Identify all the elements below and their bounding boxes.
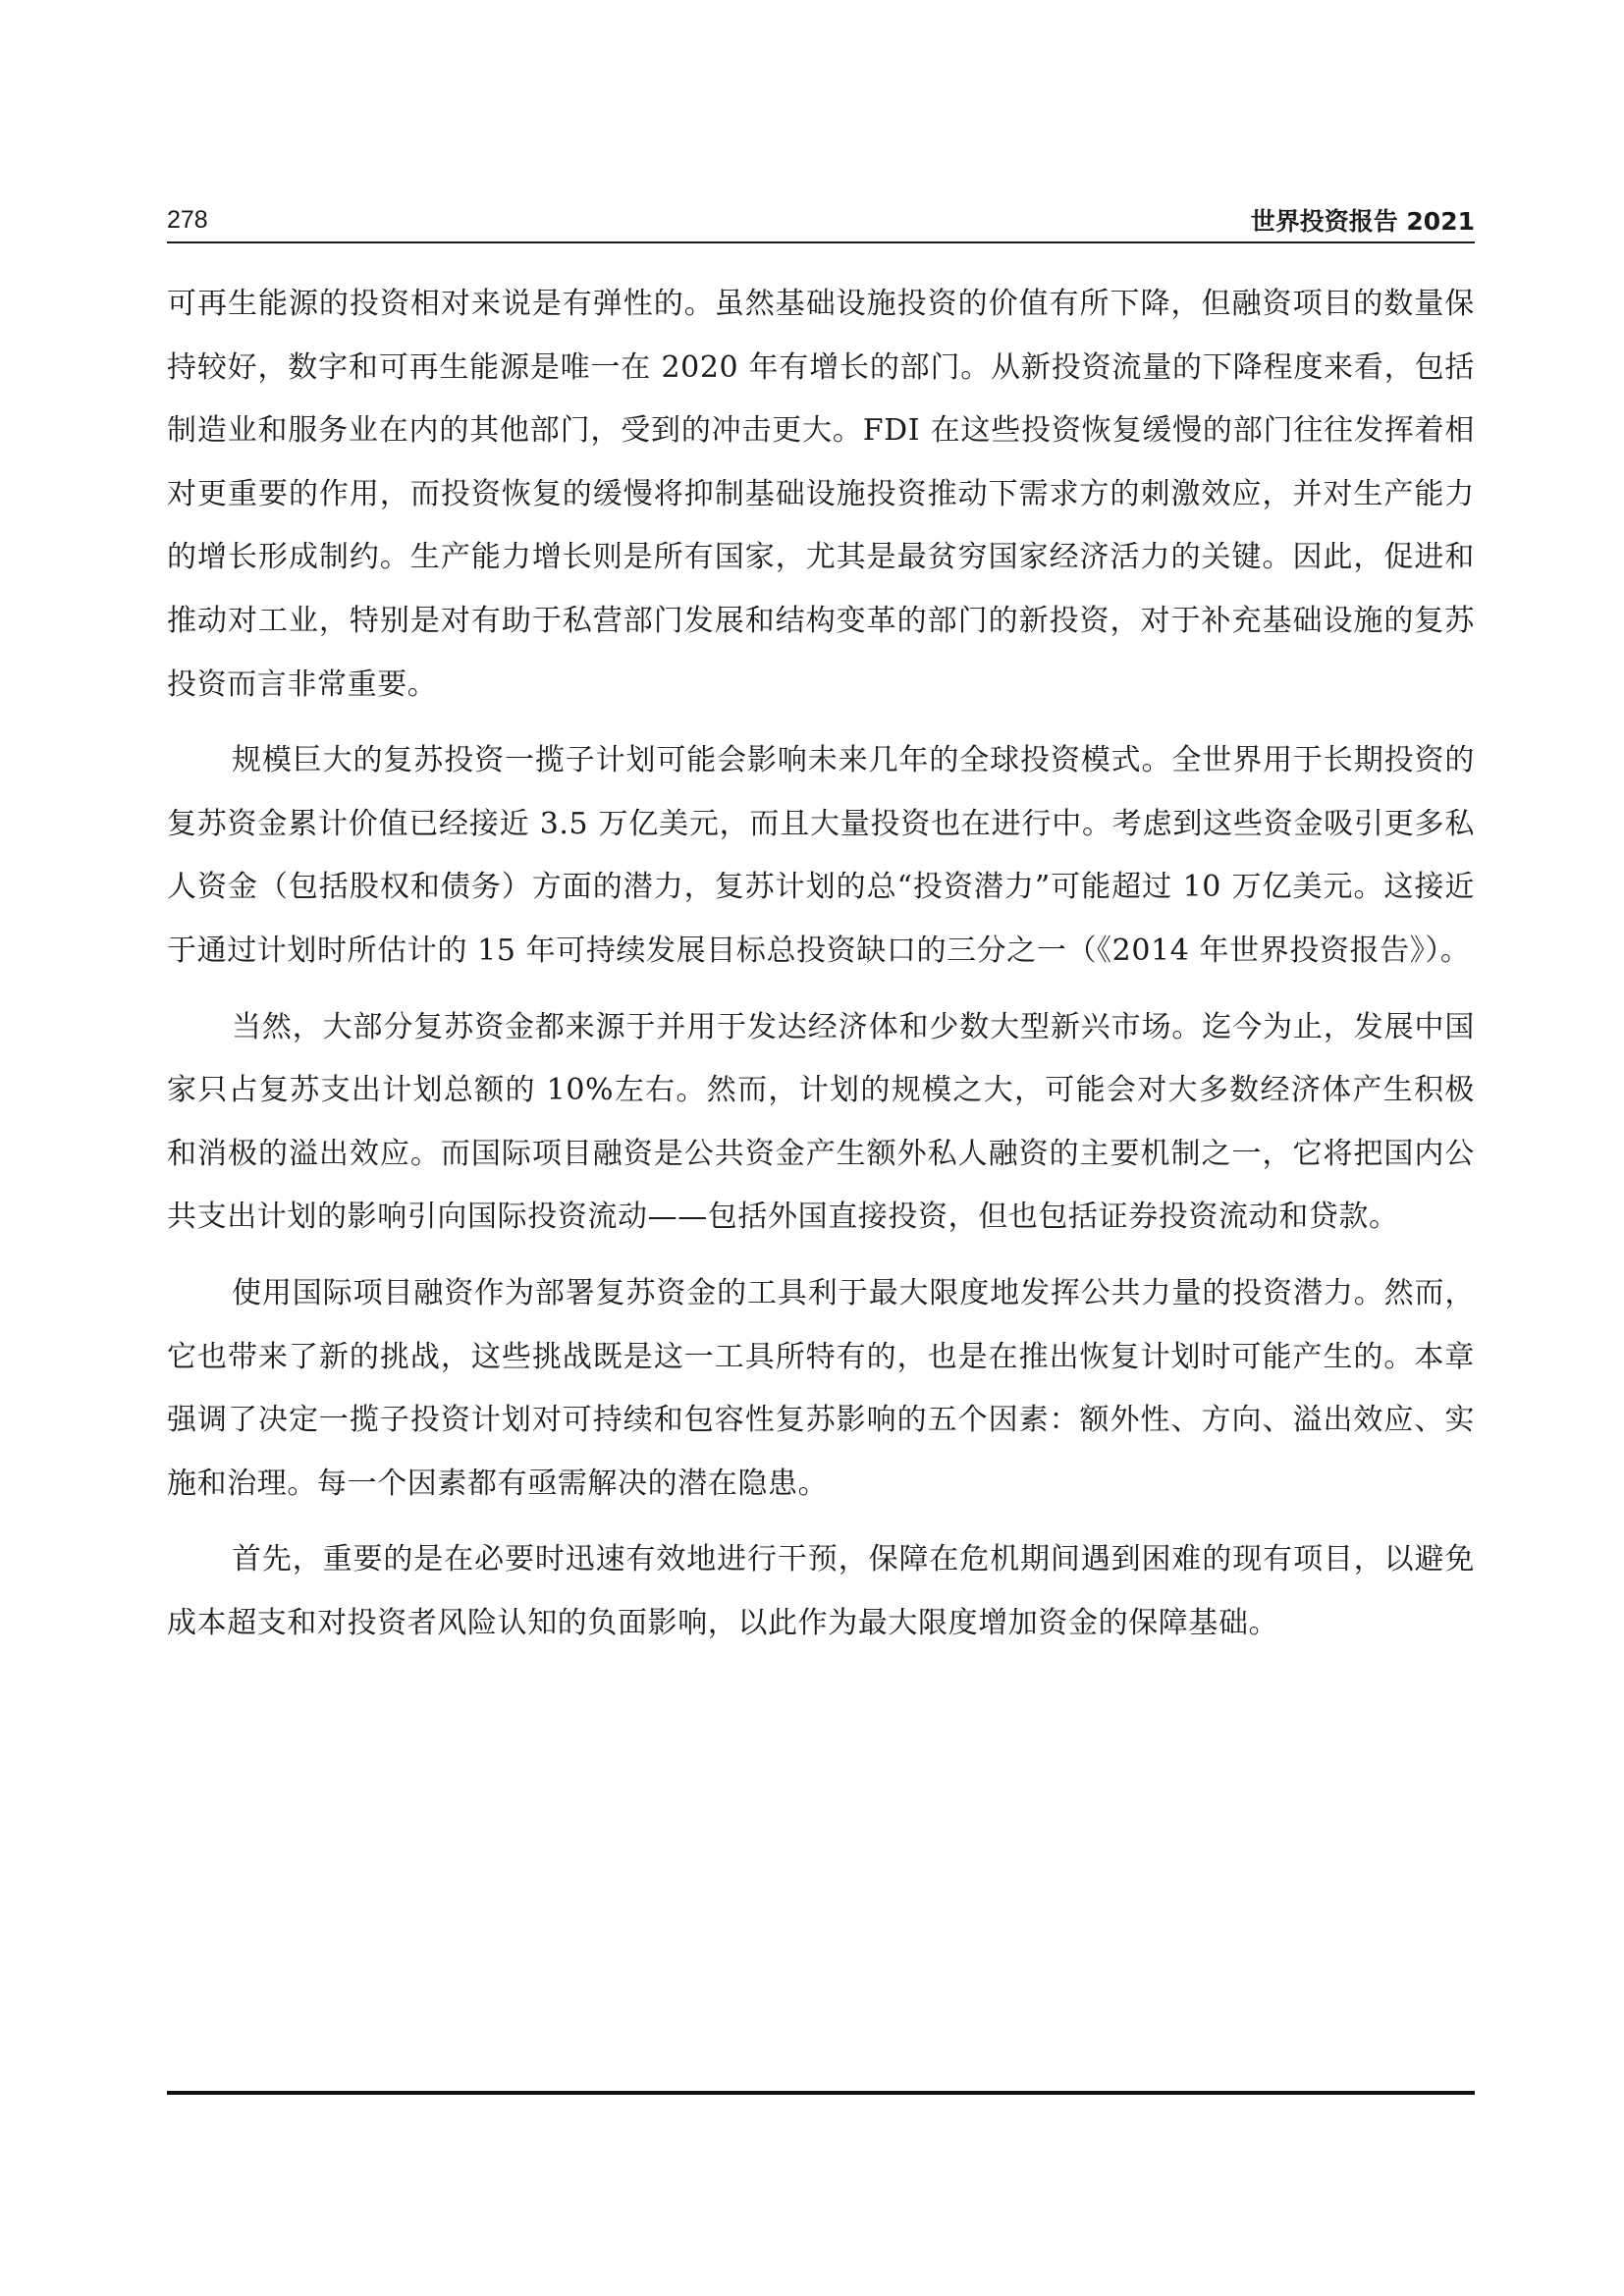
footer-divider — [167, 2091, 1475, 2095]
page-number: 278 — [167, 206, 208, 234]
paragraph-5: 首先，重要的是在必要时迅速有效地进行干预，保障在危机期间遇到困难的现有项目，以避免成本超支和对投资者风险认知的负面影响，以此作为最大限度增加资金的保障基础。 — [167, 1542, 1475, 1640]
body-text — [167, 273, 1475, 1668]
paragraph-1: 可再生能源的投资相对来说是有弹性的。虽然基础设施投资的价值有所下降，但融资项目的数量保持较好，数字和可再生能源是唯一在 2020 年有增长的部门。从新投资流量的下降程度来看，包括制造业和服务业在内的其他部门，受到的冲击更大。FDI 在这些投资恢复缓慢的部门往往发挥着相对更重要的作用，而投资恢复的缓慢将抑制基础设施投资推动下需求方的刺激效应，并对生产能力的增长形成制约。生产能力增长则是所有国家，尤其是最贫穷国家经济活力的关键。因此，促进和推动对工业，特别是对有助于私营部门发展和结构变革的部门的新投资，对于补充基础设施的复苏投资而言非常重要。 — [167, 287, 1475, 702]
paragraph-3: 当然，大部分复苏资金都来源于并用于发达经济体和少数大型新兴市场。迄今为止，发展中国家只占复苏支出计划总额的 10%左右。然而，计划的规模之大，可能会对大多数经济体产生积极和消极的溢出效应。而国际项目融资是公共资金产生额外私人融资的主要机制之一，它将把国内公共支出计划的影响引向国际投资流动——包括外国直接投资，但也包括证券投资流动和贷款。 — [167, 1009, 1475, 1235]
paragraph-4: 使用国际项目融资作为部署复苏资金的工具利于最大限度地发挥公共力量的投资潜力。然而，它也带来了新的挑战，这些挑战既是这一工具所特有的，也是在推出恢复计划时可能产生的。本章强调了决定一揽子投资计划对可持续和包容性复苏影响的五个因素：额外性、方向、溢出效应、实施和治理。每一个因素都有亟需解决的潜在隐患。 — [167, 1275, 1475, 1501]
header-divider — [167, 241, 1475, 243]
paragraph-2: 规模巨大的复苏投资一揽子计划可能会影响未来几年的全球投资模式。全世界用于长期投资的复苏资金累计价值已经接近 3.5 万亿美元，而且大量投资也在进行中。考虑到这些资金吸引更多私人资金（包括股权和债务）方面的潜力，复苏计划的总“投资潜力”可能超过 10 万亿美元。这接近于通过计划时所估计的 15 年可持续发展目标总投资缺口的三分之一（《2014 年世界投资报告》）。 — [167, 743, 1475, 968]
running-title: 世界投资报告 2021 — [1250, 207, 1475, 236]
page-header — [167, 194, 1475, 241]
